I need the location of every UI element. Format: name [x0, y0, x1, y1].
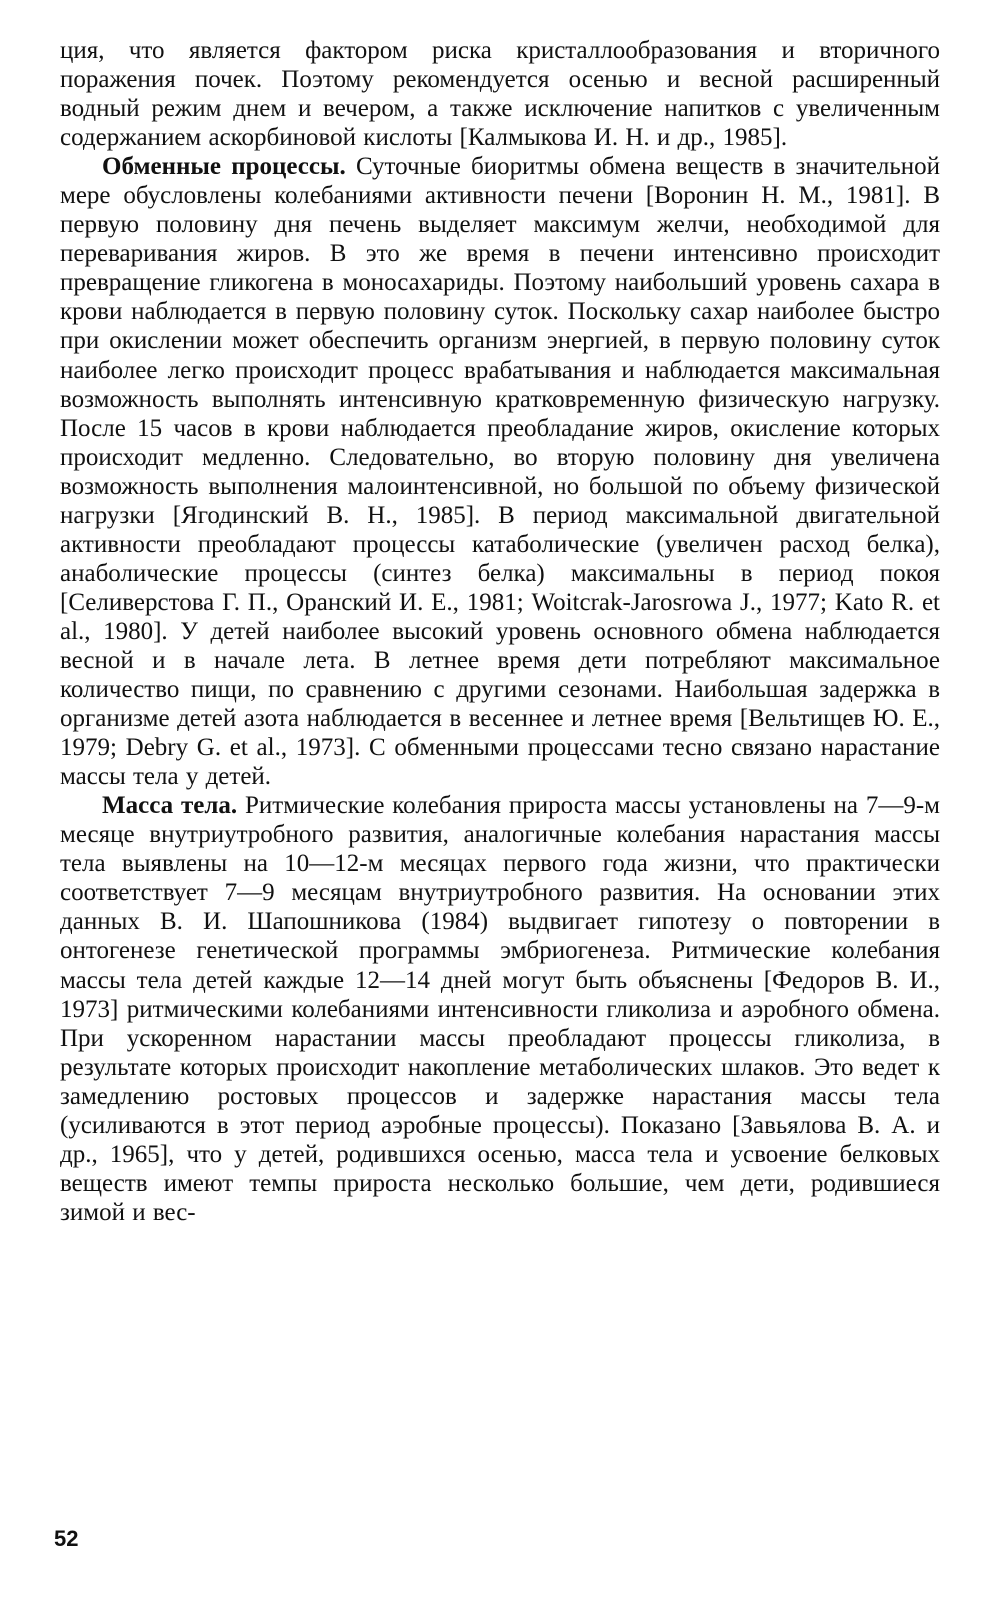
- section-heading: Обменные процессы.: [102, 153, 346, 181]
- paragraph-text: Ритмические колебания прироста массы установлены на 7—9-м месяце внутриутробного развития, аналогичные колебания нарастания массы тела выявлены на 10—12-м месяцах первого года жизни, что практически соответствует 7—9 месяцам внутриутробного развития. На основании этих данных В. И. Шапошникова (1984) выдвигает гипотезу о повторении в онтогенезе генетической программы эмбриогенеза. Ритмические колебания массы тела детей каждые 12—14 дней могут быть объяснены [Федоров В. И., 1973] ритмическими колебаниями интенсивности гликолиза и аэробного обмена. При ускоренном нарастании массы преобладают процессы гликолиза, в результате которых происходит накопление метаболических шлаков. Это ведет к замедлению ростовых процессов и задержке нарастания массы тела (усиливаются в этот период аэробные процессы). Показано [Завьялова В. А. и др., 1965], что у детей, родившихся осенью, масса тела и усвоение белковых веществ имеют темпы прироста несколько большие, чем дети, родившиеся зимой и вес-: [60, 792, 941, 1226]
- section-heading: Масса тела.: [102, 792, 238, 820]
- page-number: 52: [54, 1526, 79, 1551]
- paragraph-body-mass: [60, 791, 940, 1227]
- paragraph-metabolic-processes: [60, 152, 940, 791]
- paragraph-text: ция, что является фактором риска кристаллообразования и вторичного поражения почек. Поэтому рекомендуется осенью и весной расширенный водный режим днем и вечером, а также исключение напитков с увеличенным содержанием аскорбиновой кислоты [Калмыкова И. Н. и др., 1985].: [60, 37, 940, 152]
- paragraph-text: Суточные биоритмы обмена веществ в значительной мере обусловлены колебаниями активности печени [Воронин Н. М., 1981]. В первую половину дня печень выделяет максимум желчи, необходимой для переваривания жиров. В это же время в печени интенсивно происходит превращение гликогена в моносахариды. Поэтому наибольший уровень сахара в крови наблюдается в первую половину суток. Поскольку сахар наиболее быстро при окислении может обеспечить организм энергией, в первую половину суток наиболее легко происходит процесс врабатывания и наблюдается максимальная возможность выполнять интенсивную кратковременную физическую нагрузку. После 15 часов в крови наблюдается преобладание жиров, окисление которых происходит медленно. Следовательно, во вторую половину дня увеличена возможность выполнения малоинтенсивной, но большой по объему физической нагрузки [Ягодинский В. Н., 1985]. В период максимальной двигательной активности преобладают процессы катаболические (увеличен расход белка), анаболические процессы (синтез белка) максимальны в период покоя [Селиверстова Г. П., Оранский И. Е., 1981; Woitcrak-Jarosrowa J., 1977; Kato R. et al., 1980]. У детей наиболее высокий уровень основного обмена наблюдается весной и в начале лета. В летнее время дети потребляют максимальное количество пищи, по сравнению с другими сезонами. Наибольшая задержка в организме детей азота наблюдается в весеннее и летнее время [Вельтищев Ю. Е., 1979; Debry G. et al., 1973]. С обменными процессами тесно связано нарастание массы тела у детей.: [60, 153, 941, 791]
- page-body: [60, 36, 940, 1227]
- paragraph-continuation: [60, 36, 940, 152]
